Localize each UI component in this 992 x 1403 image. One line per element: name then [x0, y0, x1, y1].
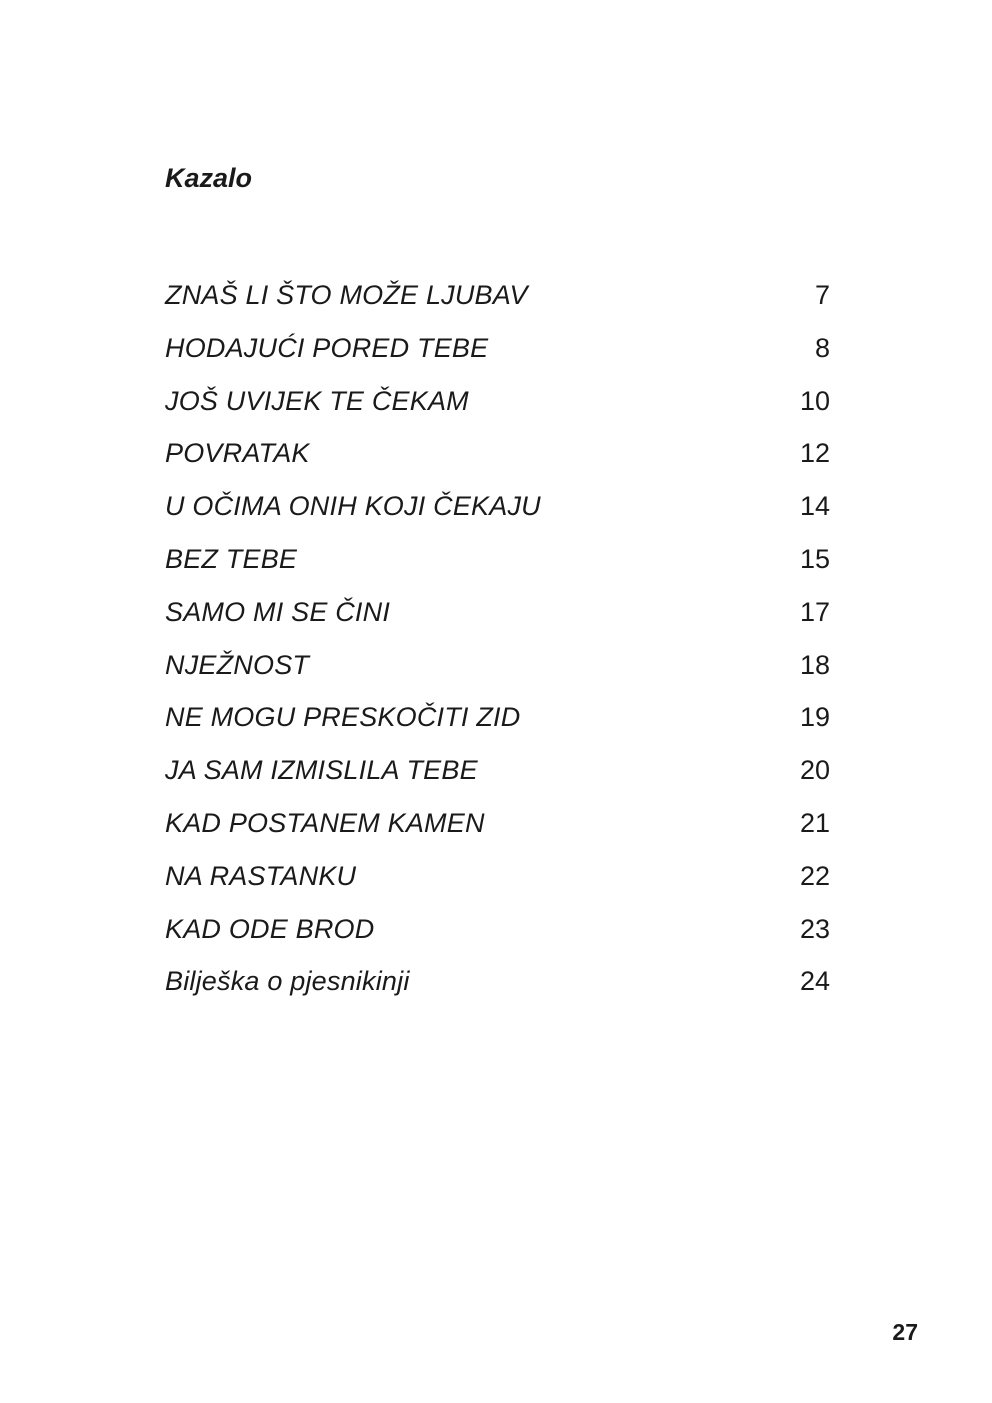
toc-entry-title: Bilješka o pjesnikinji [165, 966, 410, 997]
toc-entry-page: 18 [799, 649, 830, 680]
toc-entry-page: 22 [799, 860, 830, 891]
toc-entry[interactable] [165, 963, 830, 1016]
toc-entry[interactable] [165, 594, 830, 647]
toc-entry-page: 17 [799, 596, 830, 627]
toc-entry-page: 20 [799, 755, 830, 786]
toc-entry-title: NE MOGU PRESKOČITI ZID [165, 702, 521, 733]
toc-entry-title: KAD POSTANEM KAMEN [165, 807, 485, 838]
toc-entry[interactable] [165, 752, 830, 805]
toc-entry-title: KAD ODE BROD [165, 913, 375, 944]
toc-entry-title: HODAJUĆI PORED TEBE [165, 332, 489, 363]
toc-entry[interactable] [165, 488, 830, 541]
toc-entry-title: U OČIMA ONIH KOJI ČEKAJU [165, 491, 541, 522]
table-of-contents [165, 277, 830, 1016]
toc-entry-title: ZNAŠ LI ŠTO MOŽE LJUBAV [165, 280, 528, 310]
toc-entry-page: 7 [814, 280, 830, 310]
toc-entry-title: POVRATAK [165, 438, 310, 469]
toc-entry[interactable] [165, 647, 830, 700]
toc-entry-title: NJEŽNOST [165, 649, 310, 680]
toc-entry[interactable] [165, 911, 830, 964]
toc-entry-page: 8 [814, 332, 830, 363]
toc-entry[interactable] [165, 277, 830, 330]
toc-entry-page: 19 [799, 702, 830, 733]
toc-entry[interactable] [165, 435, 830, 488]
toc-entry-page: 15 [799, 543, 830, 574]
toc-entry[interactable] [165, 383, 830, 436]
toc-entry-page: 24 [799, 966, 830, 997]
toc-entry[interactable] [165, 541, 830, 594]
toc-entry[interactable] [165, 858, 830, 911]
toc-entry-title: JA SAM IZMISLILA TEBE [165, 755, 478, 786]
toc-entry-page: 10 [799, 385, 830, 416]
toc-entry[interactable] [165, 805, 830, 858]
toc-entry-title: BEZ TEBE [165, 543, 298, 574]
page-title: Kazalo [165, 163, 253, 193]
toc-entry-page: 21 [799, 807, 830, 838]
toc-entry[interactable] [165, 330, 830, 383]
toc-entry-page: 14 [799, 491, 830, 522]
page-number: 27 [892, 1319, 918, 1345]
toc-entry-page: 12 [799, 438, 830, 469]
toc-entry-title: SAMO MI SE ČINI [165, 596, 391, 627]
toc-entry-title: NA RASTANKU [165, 860, 357, 891]
toc-entry-page: 23 [799, 913, 830, 944]
toc-entry-title: JOŠ UVIJEK TE ČEKAM [165, 385, 469, 416]
toc-entry[interactable] [165, 699, 830, 752]
